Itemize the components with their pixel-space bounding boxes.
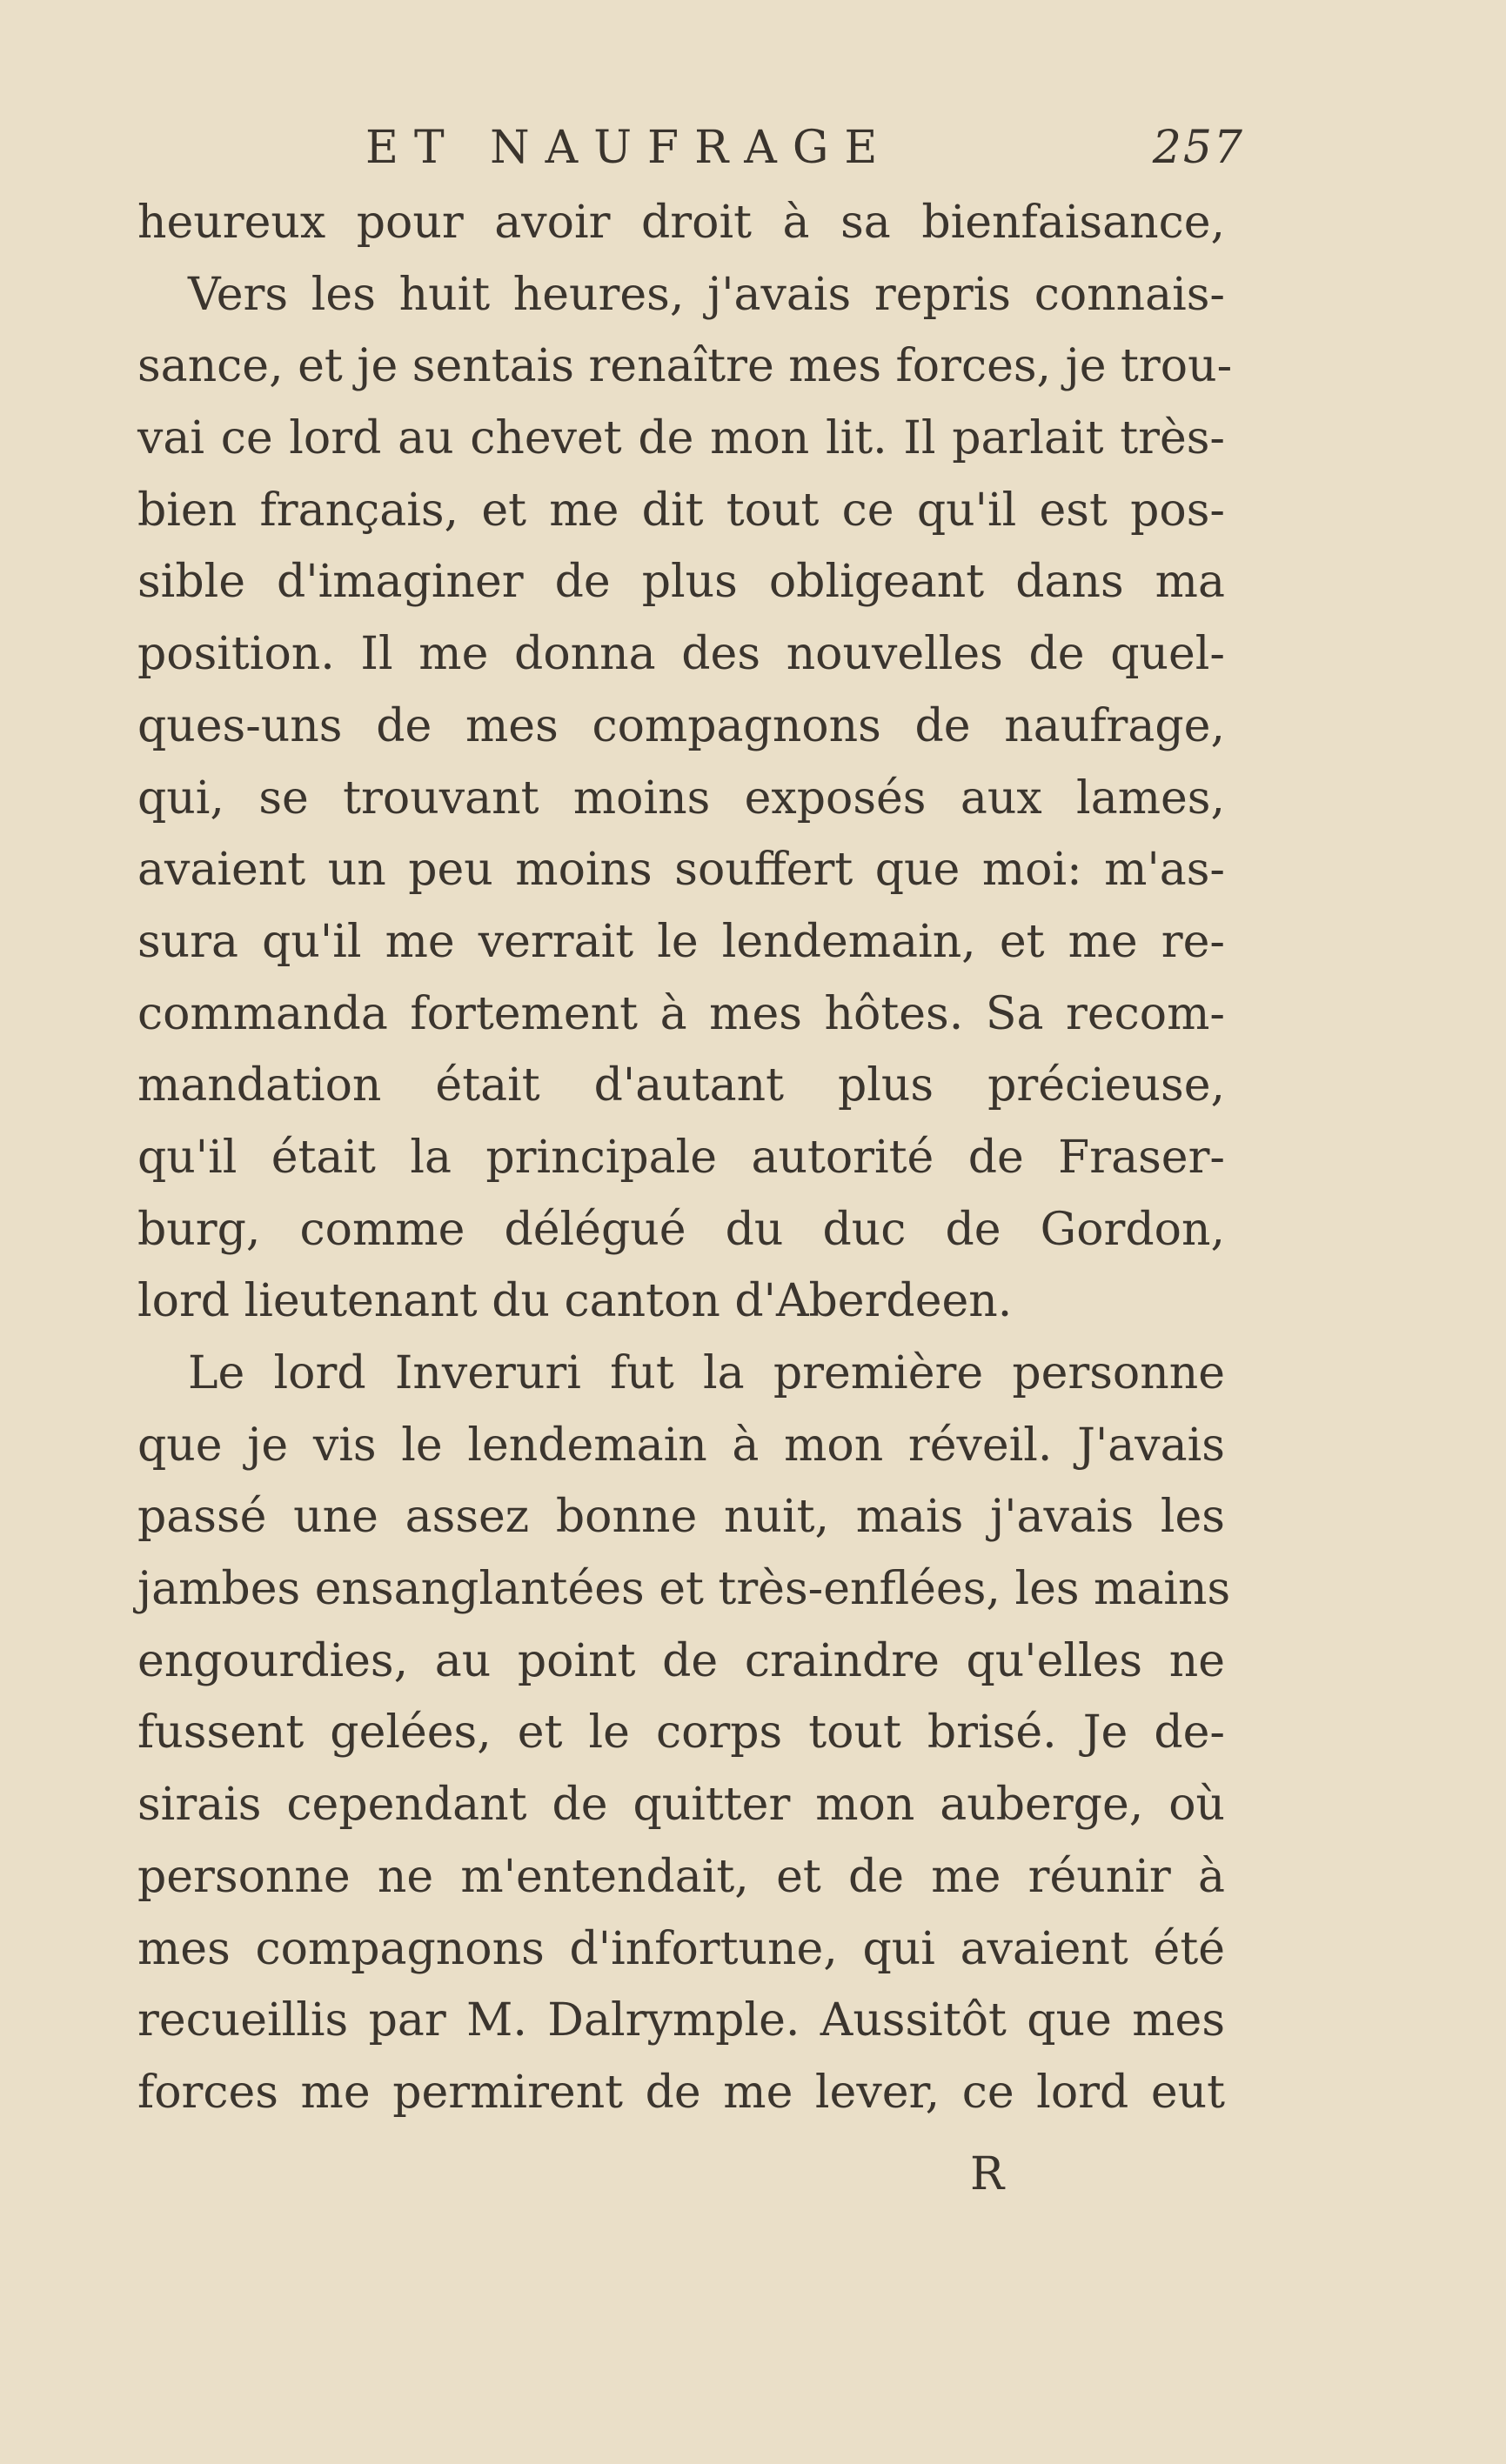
text-line: que je vis le lendemain à mon réveil. J'avais [137, 1419, 1225, 1472]
text-line: forces me permirent de me lever, ce lord eut [137, 2066, 1225, 2119]
text-line: commanda fortement à mes hôtes. Sa recom- [137, 987, 1225, 1040]
text-line: recueillis par M. Dalrymple. Aussitôt que mes [137, 1994, 1225, 2047]
text-line: position. Il me donna des nouvelles de quel- [137, 628, 1225, 681]
running-title: ET NAUFRAGE [365, 122, 894, 174]
text-line: Vers les huit heures, j'avais repris connais- [188, 268, 1225, 321]
text-line: fussent gelées, et le corps tout brisé. Je de- [137, 1706, 1225, 1760]
text-line: sirais cependant de quitter mon auberge, où [137, 1779, 1225, 1832]
text-line: mes compagnons d'infortune, qui avaient été [137, 1922, 1225, 1975]
text-line: qui, se trouvant moins exposés aux lames, [137, 771, 1225, 825]
text-line: heureux pour avoir droit à sa bienfaisance, [137, 197, 1225, 249]
text-line: jambes ensanglantées et très-enflées, les mains [137, 1563, 1231, 1616]
text-line: bien français, et me dit tout ce qu'il est pos- [137, 484, 1225, 537]
page-header [365, 122, 1244, 183]
text-line: burg, comme délégué du duc de Gordon, [137, 1203, 1225, 1256]
signature-mark: R [970, 2148, 1005, 2200]
text-line: sura qu'il me verrait le lendemain, et me re- [137, 915, 1225, 968]
text-line: sance, et je sentais renaître mes forces, je trou- [137, 340, 1233, 393]
text-line: avaient un peu moins souffert que moi: m'as- [137, 844, 1225, 897]
page-number: 257 [1152, 122, 1244, 174]
text-line: vai ce lord au chevet de mon lit. Il parlait très- [137, 412, 1225, 465]
text-line: qu'il était la principale autorité de Fraser- [137, 1131, 1225, 1184]
text-line: lord lieutenant du canton d'Aberdeen. [137, 1275, 1013, 1328]
text-line: passé une assez bonne nuit, mais j'avais les [137, 1491, 1225, 1544]
text-line: mandation était d'autant plus précieuse, [137, 1059, 1225, 1112]
text-line: ques-uns de mes compagnons de naufrage, [137, 699, 1225, 752]
text-line: engourdies, au point de craindre qu'elles ne [137, 1634, 1225, 1687]
text-line: Le lord Inveruri fut la première personne [188, 1347, 1225, 1399]
text-line: sible d'imaginer de plus obligeant dans ma [137, 556, 1225, 609]
text-line: personne ne m'entendait, et de me réunir à [137, 1850, 1225, 1903]
body-text [137, 187, 1233, 2129]
